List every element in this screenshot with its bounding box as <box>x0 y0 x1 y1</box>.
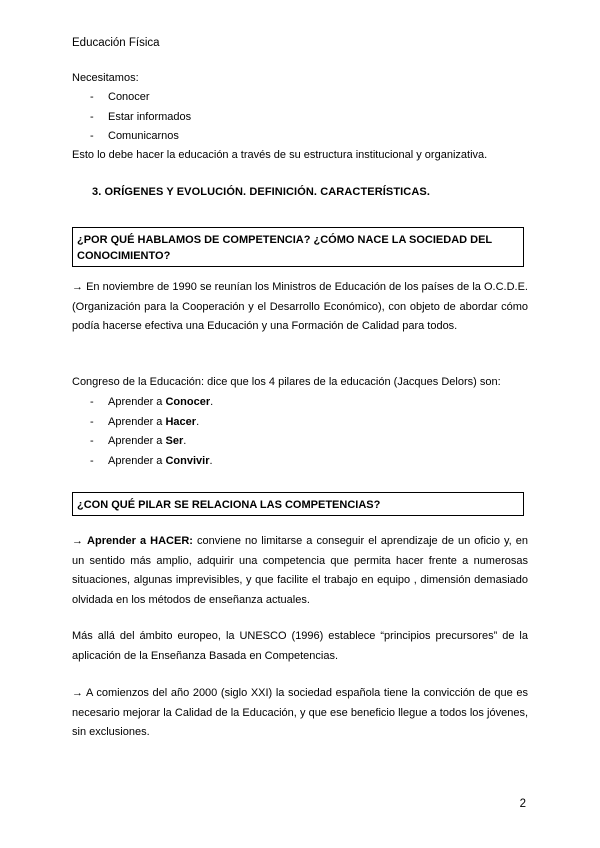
question-box-title: ¿CON QUÉ PILAR SE RELACIONA LAS COMPETENCIAS? <box>77 499 381 511</box>
pillars-list <box>90 393 213 471</box>
intro-lead: Necesitamos: <box>72 72 139 84</box>
intro-closing: Esto lo debe hacer la educación a través de su estructura institucional y organizativa. <box>72 149 488 161</box>
page-header: Educación Física <box>72 37 160 49</box>
question-box-title: ¿POR QUÉ HABLAMOS DE COMPETENCIA? ¿CÓMO NACE LA SOCIEDAD DEL CONOCIMIENTO? <box>77 234 492 262</box>
list-item: - Aprender a Conocer. <box>90 396 214 408</box>
paragraph-oecd: → En noviembre de 1990 se reunían los Ministros de Educación de los países de la O.C.D.E. (Organización para la Cooperación y el Desarrollo Económico), con objeto de abordar cómo podía hacerse efectiva una Educación y una Formación de Calidad para todos. <box>72 281 528 332</box>
paragraph-unesco: Más allá del ámbito europeo, la UNESCO (1996) establece “principios precursores” de la aplicación de la Enseñanza Basada en Competencias. <box>72 630 528 662</box>
paragraph-aprender-hacer: → Aprender a HACER: conviene no limitarse a conseguir el aprendizaje de un oficio y, en un sentido más amplio, adquirir una competencia que permita hacer frente a numerosas situaciones, algunas imprevisibles, y que facilite el trabajo en equipo , dimensión demasiado olvidada en los métodos de enseñanza actuales. <box>72 535 528 606</box>
list-item: - Aprender a Hacer. <box>90 415 200 428</box>
section-heading: 3. ORÍGENES Y EVOLUCIÓN. DEFINICIÓN. CARACTERÍSTICAS. <box>92 186 430 198</box>
intro-list <box>90 88 191 147</box>
list-item: - Estar informados <box>90 110 192 123</box>
congreso-lead: Congreso de la Educación: dice que los 4 pilares de la educación (Jacques Delors) son: <box>72 376 501 388</box>
page-number: 2 <box>519 798 526 810</box>
paragraph-2000: → A comienzos del año 2000 (siglo XXI) la sociedad española tiene la convicción de que es necesario mejorar la Calidad de la Educación, y que ese beneficio llegue a todos los jóvenes, sin exclusiones. <box>72 687 528 738</box>
list-item: - Conocer <box>90 91 150 103</box>
question-box <box>72 492 524 516</box>
question-box <box>72 227 524 267</box>
list-item: - Aprender a Ser. <box>90 435 187 447</box>
list-item: - Comunicarnos <box>90 130 179 142</box>
list-item: - Aprender a Convivir. <box>90 454 213 467</box>
